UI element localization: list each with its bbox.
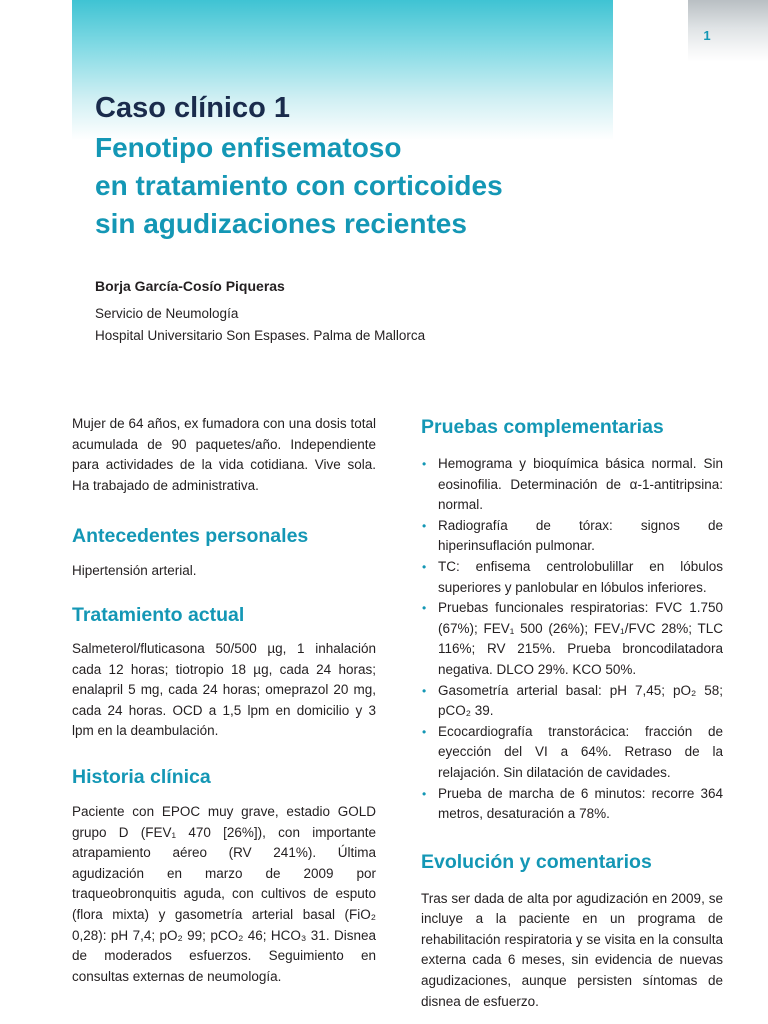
list-item-text: Prueba de marcha de 6 minutos: recorre 364 metros, desaturación a 78%.	[438, 785, 723, 822]
pruebas-list	[421, 454, 723, 825]
bullet-icon: •	[422, 683, 427, 698]
case-title	[95, 129, 655, 243]
tratamiento-text: Salmeterol/fluticasona 50/500 µg, 1 inhalación cada 12 horas; tiotropio 18 µg, cada 24 horas; enalapril 5 mg, cada 24 horas; omeprazol 20 mg, cada 24 horas. OCD a 1,5 lpm en domicilio y 3 lpm en la deambulación.	[72, 640, 376, 739]
list-item-text: TC: enfisema centrolobulillar en lóbulos superiores y panlobular en lóbulos inferiores.	[438, 558, 723, 595]
list-item-text: Gasometría arterial basal: pH 7,45; pO₂ 58; pCO₂ 39.	[438, 682, 723, 719]
author-hospital: Hospital Universitario Son Espases. Palma de Mallorca	[95, 328, 426, 343]
author-department: Servicio de Neumología	[95, 306, 239, 321]
historia-heading: Historia clínica	[72, 765, 211, 788]
list-item	[421, 598, 723, 680]
evolucion-heading: Evolución y comentarios	[421, 850, 652, 873]
antecedentes-heading: Antecedentes personales	[72, 525, 309, 548]
title-line-3: sin agudizaciones recientes	[95, 208, 467, 239]
list-item	[421, 681, 723, 722]
title-line-1: Fenotipo enfisematoso	[95, 132, 402, 163]
bullet-icon: •	[422, 559, 427, 574]
bullet-icon: •	[422, 518, 427, 533]
list-item	[421, 516, 723, 557]
author-name: Borja García-Cosío Piqueras	[95, 278, 285, 294]
author-affiliation	[95, 303, 425, 347]
title-line-2: en tratamiento con corticoides	[95, 170, 503, 201]
list-item-text: Ecocardiografía transtorácica: fracción de eyección del VI a 64%. Retraso de la relajación. Sin dilatación de cavidades.	[438, 723, 723, 780]
list-item	[421, 722, 723, 784]
bullet-icon: •	[422, 724, 427, 739]
case-label: Caso clínico 1	[95, 92, 291, 124]
evolucion-text: Tras ser dada de alta por agudización en 2009, se incluye a la paciente en un programa de rehabilitación respiratoria y se visita en la consulta externa cada 6 meses, sin evidencia de nuevas agudizaciones, aunque persisten síntomas de disnea de esfuerzo.	[421, 890, 723, 1009]
right-column	[421, 414, 723, 1012]
list-item	[421, 784, 723, 825]
left-column	[72, 414, 376, 987]
list-item-text: Pruebas funcionales respiratorias: FVC 1.750 (67%); FEV₁ 500 (26%); FEV₁/FVC 28%; TLC 116%; RV 215%. Prueba broncodilatadora negativa. DLCO 29%. KCO 50%.	[438, 600, 723, 677]
bullet-icon: •	[422, 786, 427, 801]
intro-paragraph: Mujer de 64 años, ex fumadora con una dosis total acumulada de 90 paquetes/año. Independiente para actividades de la vida cotidiana. Vive sola. Ha trabajado de administrativa.	[72, 416, 376, 493]
list-item	[421, 454, 723, 516]
tratamiento-heading: Tratamiento actual	[72, 603, 245, 626]
list-item-text: Radiografía de tórax: signos de hiperinsuflación pulmonar.	[438, 517, 723, 554]
list-item-text: Hemograma y bioquímica básica normal. Sin eosinofilia. Determinación de α-1-antitripsina: normal.	[438, 456, 723, 513]
bullet-icon: •	[422, 457, 427, 471]
bullet-icon: •	[422, 601, 427, 616]
antecedentes-text: Hipertensión arterial.	[72, 563, 197, 579]
historia-text: Paciente con EPOC muy grave, estadio GOLD grupo D (FEV₁ 470 [26%]), con importante atrapamiento aéreo (RV 241%). Última agudización en marzo de 2009 por traqueobronquitis aguda, con cultivos de esputo (flora mixta) y gasometría arterial basal (FiO₂ 0,28): pH 7,4; pO₂ 99; pCO₂ 46; HCO₃ 31. Disnea de moderados esfuerzos. Seguimiento en consultas externas de neumología.	[72, 803, 376, 984]
page-number: 1	[703, 28, 711, 43]
pruebas-heading: Pruebas complementarias	[421, 416, 664, 438]
list-item	[421, 557, 723, 598]
